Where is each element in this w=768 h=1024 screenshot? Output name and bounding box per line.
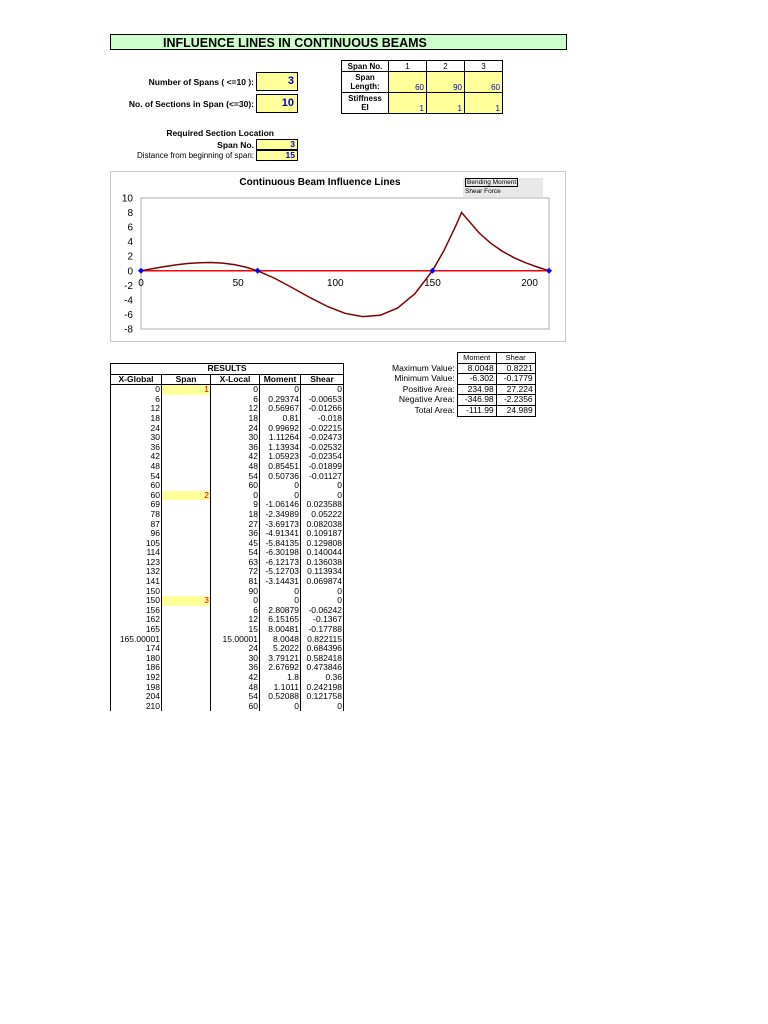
cell-shear: -0.018	[301, 414, 344, 424]
summary-row	[390, 395, 535, 406]
summary-value: -0.1779	[496, 374, 535, 385]
cell-x-local: 9	[211, 500, 260, 510]
y-tick-label: 0	[127, 266, 133, 278]
cell-shear: 0	[301, 587, 344, 597]
cell-shear: 0.113934	[301, 567, 344, 577]
cell-shear: 0	[301, 596, 344, 606]
y-tick-label: 4	[127, 237, 133, 249]
cell-x-local: 36	[211, 529, 260, 539]
num-spans-label: Number of Spans ( <=10 ):	[148, 77, 254, 87]
summary-row	[390, 374, 535, 385]
cell-moment: -3.14431	[260, 577, 301, 587]
table-row	[111, 472, 344, 482]
header-shear: Shear	[301, 374, 344, 385]
cell-shear: 0.582418	[301, 654, 344, 664]
cell-x-global: 204	[111, 692, 162, 702]
cell-moment: 0.50736	[260, 472, 301, 482]
required-heading: Required Section Location	[166, 128, 274, 138]
cell-x-global: 132	[111, 567, 162, 577]
cell-shear: 0.023588	[301, 500, 344, 510]
chart-title: Continuous Beam Influence Lines	[239, 177, 401, 188]
required-distance-label: Distance from beginning of span:	[137, 151, 254, 160]
cell-x-global: 18	[111, 414, 162, 424]
cell-x-local: 18	[211, 414, 260, 424]
summary-header-moment: Moment	[457, 353, 496, 364]
cell-x-global: 30	[111, 433, 162, 443]
cell-x-local: 24	[211, 644, 260, 654]
cell-span	[162, 702, 211, 712]
cell-x-global: 141	[111, 577, 162, 587]
chart-series	[138, 213, 552, 317]
stiffness-input[interactable]: 1	[389, 93, 427, 114]
cell-span	[162, 414, 211, 424]
cell-x-global: 123	[111, 558, 162, 568]
cell-moment: 1.8	[260, 673, 301, 683]
span-length-input[interactable]: 60	[465, 72, 503, 93]
cell-x-local: 36	[211, 443, 260, 453]
num-sections-input[interactable]: 10	[256, 94, 298, 113]
cell-shear: 0.109187	[301, 529, 344, 539]
cell-moment: 5.2022	[260, 644, 301, 654]
cell-x-local: 60	[211, 702, 260, 712]
cell-x-global: 165.00001	[111, 635, 162, 645]
cell-shear: -0.00653	[301, 395, 344, 405]
cell-x-local: 30	[211, 433, 260, 443]
cell-x-global: 114	[111, 548, 162, 558]
cell-moment: 0	[260, 481, 301, 491]
cell-x-local: 12	[211, 404, 260, 414]
cell-x-local: 54	[211, 692, 260, 702]
span-length-input[interactable]: 60	[389, 72, 427, 93]
cell-shear: 0.684396	[301, 644, 344, 654]
cell-span	[162, 510, 211, 520]
cell-span	[162, 635, 211, 645]
summary-header-shear: Shear	[496, 353, 535, 364]
cell-shear: 0.36	[301, 673, 344, 683]
cell-moment: 0	[260, 385, 301, 395]
cell-shear: -0.01899	[301, 462, 344, 472]
summary-label: Minimum Value:	[390, 374, 457, 385]
cell-span	[162, 644, 211, 654]
cell-shear: -0.06242	[301, 606, 344, 616]
results-table	[110, 363, 344, 711]
span-length-input[interactable]: 90	[427, 72, 465, 93]
cell-moment: 0.52088	[260, 692, 301, 702]
cell-span	[162, 654, 211, 664]
cell-x-global: 60	[111, 481, 162, 491]
summary-row	[390, 405, 535, 416]
cell-x-local: 54	[211, 548, 260, 558]
cell-x-global: 0	[111, 385, 162, 395]
summary-label: Total Area:	[390, 405, 457, 416]
cell-moment: 0	[260, 587, 301, 597]
span-no-header: Span No.	[342, 61, 389, 72]
cell-span	[162, 433, 211, 443]
summary-value: -2.2356	[496, 395, 535, 406]
cell-moment: -3.69173	[260, 520, 301, 530]
x-tick-label: 200	[521, 277, 538, 289]
cell-moment: -1.06146	[260, 500, 301, 510]
x-tick-label: 0	[138, 277, 144, 289]
cell-shear: -0.01127	[301, 472, 344, 482]
x-tick-label: 50	[232, 277, 244, 289]
cell-x-global: 60	[111, 491, 162, 501]
cell-shear: 0.129808	[301, 539, 344, 549]
cell-moment: 3.79121	[260, 654, 301, 664]
cell-span: 3	[162, 596, 211, 606]
header-span: Span	[162, 374, 211, 385]
y-tick-label: 10	[121, 193, 133, 205]
support-point	[546, 268, 552, 274]
cell-x-global: 12	[111, 404, 162, 414]
cell-shear: 0.05222	[301, 510, 344, 520]
cell-moment: -5.12703	[260, 567, 301, 577]
cell-span	[162, 452, 211, 462]
cell-span	[162, 673, 211, 683]
required-span-label: Span No.	[217, 140, 254, 150]
x-tick-label: 100	[326, 277, 344, 289]
summary-value: -111.99	[457, 405, 496, 416]
cell-x-local: 45	[211, 539, 260, 549]
cell-span	[162, 615, 211, 625]
cell-shear: 0	[301, 385, 344, 395]
cell-x-global: 69	[111, 500, 162, 510]
header-x-local: X-Local	[211, 374, 260, 385]
cell-x-local: 63	[211, 558, 260, 568]
cell-x-global: 180	[111, 654, 162, 664]
cell-x-global: 105	[111, 539, 162, 549]
plot-area	[141, 198, 549, 329]
cell-x-global: 54	[111, 472, 162, 482]
cell-span	[162, 567, 211, 577]
cell-moment: -2.34989	[260, 510, 301, 520]
cell-moment: 0	[260, 596, 301, 606]
summary-label: Positive Area:	[390, 384, 457, 395]
moment-series-line	[141, 213, 549, 317]
chart-grid	[141, 198, 549, 329]
cell-shear: 0	[301, 481, 344, 491]
cell-moment: -6.12173	[260, 558, 301, 568]
cell-x-global: 192	[111, 673, 162, 683]
cell-span	[162, 625, 211, 635]
chart-legend[interactable]	[463, 178, 543, 197]
cell-shear: -0.1367	[301, 615, 344, 625]
cell-x-local: 6	[211, 395, 260, 405]
stiffness-input[interactable]: 1	[465, 93, 503, 114]
cell-x-local: 42	[211, 452, 260, 462]
cell-x-global: 198	[111, 683, 162, 693]
cell-span	[162, 606, 211, 616]
cell-shear: 0	[301, 702, 344, 712]
table-row	[111, 702, 344, 712]
y-tick-label: -6	[124, 309, 133, 321]
cell-moment: -4.91341	[260, 529, 301, 539]
cell-shear: -0.02215	[301, 424, 344, 434]
num-sections-label: No. of Sections in Span (<=30):	[128, 99, 254, 109]
cell-x-local: 0	[211, 491, 260, 501]
cell-shear: 0.082038	[301, 520, 344, 530]
cell-moment: 1.05923	[260, 452, 301, 462]
cell-span	[162, 395, 211, 405]
summary-value: 234.98	[457, 384, 496, 395]
cell-moment: 0.56967	[260, 404, 301, 414]
cell-moment: 2.80879	[260, 606, 301, 616]
cell-shear: 0.822115	[301, 635, 344, 645]
cell-shear: 0.140044	[301, 548, 344, 558]
cell-x-local: 54	[211, 472, 260, 482]
summary-table	[390, 352, 536, 417]
cell-span	[162, 683, 211, 693]
summary-value: -346.98	[457, 395, 496, 406]
cell-x-global: 48	[111, 462, 162, 472]
cell-span	[162, 539, 211, 549]
cell-moment: 1.13934	[260, 443, 301, 453]
summary-value: 0.8221	[496, 363, 535, 374]
cell-shear: 0.136038	[301, 558, 344, 568]
cell-shear: 0.069874	[301, 577, 344, 587]
cell-x-local: 42	[211, 673, 260, 683]
cell-x-global: 36	[111, 443, 162, 453]
span-length-label: Span Length:	[342, 72, 389, 93]
cell-moment: -5.84135	[260, 539, 301, 549]
stiffness-input[interactable]: 1	[427, 93, 465, 114]
cell-shear: 0.121758	[301, 692, 344, 702]
cell-span	[162, 558, 211, 568]
cell-moment: 1.11264	[260, 433, 301, 443]
y-tick-label: -2	[124, 280, 133, 292]
cell-x-global: 42	[111, 452, 162, 462]
cell-x-local: 90	[211, 587, 260, 597]
cell-span	[162, 462, 211, 472]
summary-value: -6.302	[457, 374, 496, 385]
cell-moment: 0.81	[260, 414, 301, 424]
cell-x-global: 174	[111, 644, 162, 654]
cell-moment: 0.85451	[260, 462, 301, 472]
header-x-global: X-Global	[111, 374, 162, 385]
stiffness-label: Stiffness EI	[342, 93, 389, 114]
cell-moment: 1.1011	[260, 683, 301, 693]
cell-x-global: 150	[111, 596, 162, 606]
cell-span	[162, 529, 211, 539]
cell-x-local: 12	[211, 615, 260, 625]
cell-x-local: 15	[211, 625, 260, 635]
header-moment: Moment	[260, 374, 301, 385]
cell-x-local: 48	[211, 683, 260, 693]
cell-span	[162, 692, 211, 702]
cell-x-global: 186	[111, 663, 162, 673]
cell-x-global: 156	[111, 606, 162, 616]
cell-span	[162, 548, 211, 558]
results-title: RESULTS	[111, 364, 344, 375]
y-tick-label: 6	[127, 222, 133, 234]
cell-x-local: 0	[211, 385, 260, 395]
cell-shear: -0.02473	[301, 433, 344, 443]
summary-label: Negative Area:	[390, 395, 457, 406]
span-number: 3	[465, 61, 503, 72]
cell-span	[162, 404, 211, 414]
num-spans-input[interactable]: 3	[256, 72, 298, 91]
cell-x-local: 15.00001	[211, 635, 260, 645]
cell-x-local: 6	[211, 606, 260, 616]
summary-value: 8.0048	[457, 363, 496, 374]
y-tick-label: 2	[127, 251, 133, 263]
cell-span	[162, 500, 211, 510]
summary-value: 24.989	[496, 405, 535, 416]
cell-span	[162, 481, 211, 491]
cell-moment: 0.29374	[260, 395, 301, 405]
x-tick-label: 150	[424, 277, 441, 289]
support-point	[255, 268, 261, 274]
support-point	[138, 268, 144, 274]
cell-span: 2	[162, 491, 211, 501]
cell-x-global: 162	[111, 615, 162, 625]
cell-x-local: 30	[211, 654, 260, 664]
y-tick-label: 8	[127, 208, 133, 220]
table-row	[111, 481, 344, 491]
cell-moment: 0	[260, 491, 301, 501]
cell-span	[162, 587, 211, 597]
cell-shear: 0.242198	[301, 683, 344, 693]
cell-shear: -0.02354	[301, 452, 344, 462]
cell-x-local: 48	[211, 462, 260, 472]
cell-moment: 6.15165	[260, 615, 301, 625]
cell-moment: 0.99692	[260, 424, 301, 434]
sheet-title: INFLUENCE LINES IN CONTINUOUS BEAMS	[110, 34, 567, 50]
cell-x-global: 96	[111, 529, 162, 539]
cell-span: 1	[162, 385, 211, 395]
cell-x-global: 24	[111, 424, 162, 434]
summary-value: 27.224	[496, 384, 535, 395]
required-span-input[interactable]: 3	[256, 139, 298, 150]
summary-label: Maximum Value:	[390, 363, 457, 374]
cell-moment: -6.30198	[260, 548, 301, 558]
cell-moment: 2.67692	[260, 663, 301, 673]
summary-row	[390, 363, 535, 374]
cell-x-global: 6	[111, 395, 162, 405]
cell-x-local: 36	[211, 663, 260, 673]
cell-shear: -0.17788	[301, 625, 344, 635]
cell-x-global: 210	[111, 702, 162, 712]
cell-x-local: 72	[211, 567, 260, 577]
legend-item-moment[interactable]	[463, 178, 543, 187]
table-row	[111, 404, 344, 414]
cell-span	[162, 577, 211, 587]
cell-shear: 0	[301, 491, 344, 501]
cell-shear: -0.02532	[301, 443, 344, 453]
cell-moment: 8.00481	[260, 625, 301, 635]
cell-x-local: 27	[211, 520, 260, 530]
cell-span	[162, 424, 211, 434]
legend-moment-label: Bending Moment	[467, 179, 517, 186]
cell-x-local: 18	[211, 510, 260, 520]
table-row	[111, 500, 344, 510]
cell-shear: -0.01266	[301, 404, 344, 414]
cell-x-global: 150	[111, 587, 162, 597]
cell-moment: 8.0048	[260, 635, 301, 645]
cell-x-global: 78	[111, 510, 162, 520]
cell-shear: 0.473846	[301, 663, 344, 673]
cell-x-local: 0	[211, 596, 260, 606]
cell-moment: 0	[260, 702, 301, 712]
cell-x-local: 81	[211, 577, 260, 587]
cell-x-local: 24	[211, 424, 260, 434]
legend-item-shear[interactable]: Shear Force	[465, 188, 501, 195]
cell-x-global: 87	[111, 520, 162, 530]
span-table	[341, 60, 503, 114]
cell-span	[162, 472, 211, 482]
cell-span	[162, 663, 211, 673]
summary-row	[390, 384, 535, 395]
cell-span	[162, 443, 211, 453]
y-tick-label: -4	[124, 295, 133, 307]
cell-x-global: 165	[111, 625, 162, 635]
cell-span	[162, 520, 211, 530]
cell-x-local: 60	[211, 481, 260, 491]
y-tick-label: -8	[124, 324, 133, 336]
span-number: 1	[389, 61, 427, 72]
required-distance-input[interactable]: 15	[256, 150, 298, 161]
span-number: 2	[427, 61, 465, 72]
